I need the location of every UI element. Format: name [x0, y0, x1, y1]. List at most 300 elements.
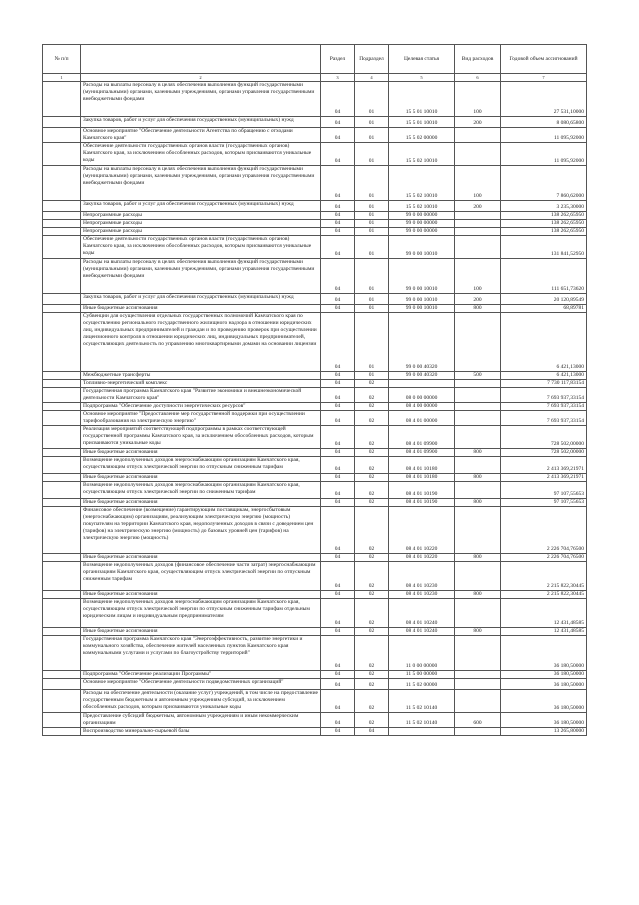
- table-row: [43, 449, 587, 457]
- target-article-cell: 15 5 01 10010: [389, 82, 455, 117]
- target-article-cell: 08 4 01 10230: [389, 591, 455, 599]
- razdel-cell: 04: [321, 82, 355, 117]
- row-name-cell: Топливно-энергетический комплекс: [81, 380, 321, 388]
- razdel-cell: 04: [321, 671, 355, 679]
- amount-cell: 36 180,50000: [501, 671, 587, 679]
- amount-cell: 27 531,10000: [501, 82, 587, 117]
- table-row: [43, 728, 587, 736]
- amount-cell: 12 431,48585: [501, 599, 587, 628]
- row-number-cell: [43, 562, 81, 591]
- row-number-cell: [43, 636, 81, 671]
- row-name-cell: Иные бюджетные ассигнования: [81, 449, 321, 457]
- target-article-cell: 08 4 01 10240: [389, 628, 455, 636]
- razdel-cell: 04: [321, 628, 355, 636]
- expense-type-cell: 800: [455, 591, 501, 599]
- row-number-cell: [43, 166, 81, 201]
- podrazdel-cell: 02: [355, 507, 389, 554]
- column-number: 2: [81, 74, 321, 82]
- target-article-cell: 11 5 00 00000: [389, 671, 455, 679]
- row-number-cell: [43, 474, 81, 482]
- amount-cell: 7 730 117,83154: [501, 380, 587, 388]
- expense-type-cell: 200: [455, 201, 501, 212]
- amount-cell: 13 265,80000: [501, 728, 587, 736]
- expense-type-cell: [455, 636, 501, 671]
- amount-cell: 36 180,50000: [501, 636, 587, 671]
- table-row: [43, 313, 587, 372]
- row-number-cell: [43, 294, 81, 305]
- header-cell: Годовой объем ассигнований: [501, 45, 587, 74]
- expense-type-cell: [455, 143, 501, 166]
- amount-cell: 97 107,55653: [501, 482, 587, 499]
- amount-cell: 36 180,50000: [501, 690, 587, 713]
- amount-cell: 11 095,92000: [501, 128, 587, 143]
- target-article-cell: [389, 728, 455, 736]
- target-article-cell: 99 0 00 10010: [389, 305, 455, 313]
- row-name-cell: Основное мероприятие "Обеспечение деятельности подведомственных организаций": [81, 679, 321, 690]
- table-row: [43, 679, 587, 690]
- podrazdel-cell: 02: [355, 411, 389, 426]
- amount-cell: 11 095,92000: [501, 143, 587, 166]
- podrazdel-cell: 01: [355, 128, 389, 143]
- row-number-cell: [43, 212, 81, 220]
- table-body: [43, 82, 587, 736]
- target-article-cell: 08 4 00 00000: [389, 403, 455, 411]
- target-article-cell: 08 4 01 10180: [389, 457, 455, 474]
- podrazdel-cell: 01: [355, 236, 389, 259]
- amount-cell: 7 693 937,33154: [501, 403, 587, 411]
- target-article-cell: 08 4 01 00000: [389, 411, 455, 426]
- expense-type-cell: [455, 128, 501, 143]
- amount-cell: 20 120,89549: [501, 294, 587, 305]
- table-row: [43, 474, 587, 482]
- target-article-cell: 99 0 00 40320: [389, 313, 455, 372]
- row-name-cell: Иные бюджетные ассигнования: [81, 628, 321, 636]
- expense-type-cell: [455, 313, 501, 372]
- row-number-cell: [43, 671, 81, 679]
- row-number-cell: [43, 690, 81, 713]
- podrazdel-cell: 04: [355, 728, 389, 736]
- razdel-cell: 04: [321, 713, 355, 728]
- podrazdel-cell: 02: [355, 449, 389, 457]
- podrazdel-cell: 01: [355, 305, 389, 313]
- expense-type-cell: 100: [455, 166, 501, 201]
- amount-cell: 138 262,65950: [501, 220, 587, 228]
- table-row: [43, 499, 587, 507]
- expense-type-cell: 500: [455, 372, 501, 380]
- column-number: 5: [389, 74, 455, 82]
- podrazdel-cell: 01: [355, 372, 389, 380]
- target-article-cell: 11 5 02 10140: [389, 690, 455, 713]
- razdel-cell: 04: [321, 228, 355, 236]
- row-name-cell: Возмещение недополученных доходов энергоснабжающим организациям Камчатского края, осуществляющим отпуск электрической энергии по отпускным сниженным тарифам: [81, 457, 321, 474]
- podrazdel-cell: 02: [355, 380, 389, 388]
- budget-table: [42, 44, 587, 736]
- podrazdel-cell: 02: [355, 591, 389, 599]
- row-number-cell: [43, 372, 81, 380]
- table-row: [43, 562, 587, 591]
- podrazdel-cell: 02: [355, 554, 389, 562]
- podrazdel-cell: 01: [355, 212, 389, 220]
- razdel-cell: 04: [321, 128, 355, 143]
- target-article-cell: 08 4 01 10220: [389, 554, 455, 562]
- razdel-cell: 04: [321, 679, 355, 690]
- row-number-cell: [43, 411, 81, 426]
- target-article-cell: 99 0 00 00000: [389, 212, 455, 220]
- column-number: 7: [501, 74, 587, 82]
- razdel-cell: 04: [321, 507, 355, 554]
- expense-type-cell: [455, 220, 501, 228]
- expense-type-cell: [455, 403, 501, 411]
- amount-cell: 2 226 704,76500: [501, 507, 587, 554]
- razdel-cell: 04: [321, 599, 355, 628]
- table-row: [43, 372, 587, 380]
- row-name-cell: Возмещение недополученных доходов энергоснабжающим организациям Камчатского края, осуществляющим отпуск электрической энергии по сниженным тарифам: [81, 482, 321, 499]
- row-number-cell: [43, 143, 81, 166]
- row-name-cell: Иные бюджетные ассигнования: [81, 499, 321, 507]
- razdel-cell: 04: [321, 426, 355, 449]
- razdel-cell: 04: [321, 554, 355, 562]
- row-name-cell: Основное мероприятие "Предоставление мер государственной поддержки при осуществлении тарифообразования на электрическую энергию": [81, 411, 321, 426]
- razdel-cell: 04: [321, 220, 355, 228]
- table-row: [43, 591, 587, 599]
- amount-cell: 36 180,50000: [501, 679, 587, 690]
- header-cell: Вид расходов: [455, 45, 501, 74]
- target-article-cell: 99 0 00 10010: [389, 259, 455, 294]
- expense-type-cell: [455, 411, 501, 426]
- row-number-cell: [43, 482, 81, 499]
- podrazdel-cell: 02: [355, 474, 389, 482]
- row-number-cell: [43, 403, 81, 411]
- table-row: [43, 482, 587, 499]
- table-row: [43, 220, 587, 228]
- podrazdel-cell: 01: [355, 313, 389, 372]
- expense-type-cell: [455, 212, 501, 220]
- row-number-cell: [43, 236, 81, 259]
- target-article-cell: 15 5 02 00000: [389, 128, 455, 143]
- row-number-cell: [43, 426, 81, 449]
- table-row: [43, 628, 587, 636]
- amount-cell: 3 235,30000: [501, 201, 587, 212]
- target-article-cell: 08 4 01 10180: [389, 474, 455, 482]
- amount-cell: 36 180,50000: [501, 713, 587, 728]
- table-row: [43, 671, 587, 679]
- header-row: [43, 45, 587, 74]
- row-number-cell: [43, 201, 81, 212]
- razdel-cell: 04: [321, 403, 355, 411]
- amount-cell: 7 693 937,33154: [501, 411, 587, 426]
- table-row: [43, 212, 587, 220]
- table-row: [43, 713, 587, 728]
- column-number: 1: [43, 74, 81, 82]
- podrazdel-cell: 01: [355, 117, 389, 128]
- row-name-cell: Межбюджетные трансферты: [81, 372, 321, 380]
- amount-cell: 138 262,65950: [501, 212, 587, 220]
- expense-type-cell: [455, 562, 501, 591]
- podrazdel-cell: 02: [355, 599, 389, 628]
- amount-cell: 12 431,48585: [501, 628, 587, 636]
- table-row: [43, 380, 587, 388]
- row-name-cell: Государственная программа Камчатского края "Энергоэффективность, развитие энергетики и коммунального хозяйства, обеспечение жителей населенных пунктов Камчатского края коммунальными услугами и услугами по благоустройству территорий": [81, 636, 321, 671]
- podrazdel-cell: 01: [355, 201, 389, 212]
- header-cell: № п/п: [43, 45, 81, 74]
- target-article-cell: 99 0 00 40320: [389, 372, 455, 380]
- expense-type-cell: 800: [455, 449, 501, 457]
- header-cell: Целевая статья: [389, 45, 455, 74]
- amount-cell: 6 421,13000: [501, 372, 587, 380]
- razdel-cell: 04: [321, 259, 355, 294]
- budget-table-sheet: [42, 44, 586, 736]
- column-number: 4: [355, 74, 389, 82]
- razdel-cell: 04: [321, 372, 355, 380]
- row-number-cell: [43, 599, 81, 628]
- target-article-cell: 99 0 00 00000: [389, 220, 455, 228]
- target-article-cell: [389, 380, 455, 388]
- podrazdel-cell: 02: [355, 671, 389, 679]
- table-row: [43, 201, 587, 212]
- table-row: [43, 166, 587, 201]
- podrazdel-cell: 01: [355, 166, 389, 201]
- amount-cell: 7 860,62000: [501, 166, 587, 201]
- amount-cell: 6 421,13000: [501, 313, 587, 372]
- podrazdel-cell: 02: [355, 426, 389, 449]
- amount-cell: 97 107,55653: [501, 499, 587, 507]
- table-row: [43, 403, 587, 411]
- podrazdel-cell: 01: [355, 220, 389, 228]
- target-article-cell: 15 5 02 10010: [389, 143, 455, 166]
- expense-type-cell: [455, 380, 501, 388]
- table-row: [43, 82, 587, 117]
- target-article-cell: 15 5 02 10010: [389, 166, 455, 201]
- target-article-cell: 99 0 00 00000: [389, 228, 455, 236]
- razdel-cell: 04: [321, 482, 355, 499]
- razdel-cell: 04: [321, 474, 355, 482]
- target-article-cell: 15 5 01 10010: [389, 117, 455, 128]
- amount-cell: 728 502,00000: [501, 449, 587, 457]
- razdel-cell: 04: [321, 294, 355, 305]
- amount-cell: 7 693 937,33154: [501, 388, 587, 403]
- target-article-cell: 08 4 01 09900: [389, 426, 455, 449]
- row-number-cell: [43, 679, 81, 690]
- amount-cell: 2 413 369,21971: [501, 474, 587, 482]
- table-row: [43, 507, 587, 554]
- column-number: 6: [455, 74, 501, 82]
- target-article-cell: 11 5 02 10140: [389, 713, 455, 728]
- row-number-cell: [43, 305, 81, 313]
- podrazdel-cell: 02: [355, 403, 389, 411]
- amount-cell: 2 215 822,30445: [501, 591, 587, 599]
- row-number-cell: [43, 713, 81, 728]
- target-article-cell: 08 0 00 00000: [389, 388, 455, 403]
- table-row: [43, 457, 587, 474]
- expense-type-cell: [455, 426, 501, 449]
- podrazdel-cell: 02: [355, 562, 389, 591]
- row-number-cell: [43, 591, 81, 599]
- row-name-cell: Непрограммные расходы: [81, 228, 321, 236]
- razdel-cell: 04: [321, 411, 355, 426]
- podrazdel-cell: 01: [355, 259, 389, 294]
- header-cell: [81, 45, 321, 74]
- row-name-cell: Обеспечение деятельности государственных органов власти (государственных органов) Камчатского края, за исключением обособленных расходов, которым присваиваются уникальные коды: [81, 143, 321, 166]
- expense-type-cell: [455, 236, 501, 259]
- row-name-cell: Закупка товаров, работ и услуг для обеспечения государственных (муниципальных) нужд: [81, 294, 321, 305]
- row-number-cell: [43, 380, 81, 388]
- table-row: [43, 143, 587, 166]
- expense-type-cell: 800: [455, 499, 501, 507]
- row-number-cell: [43, 117, 81, 128]
- razdel-cell: 04: [321, 117, 355, 128]
- target-article-cell: 08 4 01 10190: [389, 499, 455, 507]
- amount-cell: 728 502,00000: [501, 426, 587, 449]
- amount-cell: 138 262,65950: [501, 228, 587, 236]
- amount-cell: 2 215 822,30445: [501, 562, 587, 591]
- header-cell: Раздел: [321, 45, 355, 74]
- row-name-cell: Реализация мероприятий соответствующей подпрограммы в рамках соответствующей государственной программы Камчатского края, за исключением обособленных расходов, которым присваиваются уникальные коды: [81, 426, 321, 449]
- row-name-cell: Финансовое обеспечение (возмещение) гарантирующим поставщикам, энергосбытовым (энергоснабжающим) организациям, реализующим электрическую энергию (мощность) покупателям на территории Камчатского края, недополученных доходов в связи с доведением цен (тарифов) на электрическую энергию (мощность) до базовых уровней цен (тарифов) на электрическую энергию (мощность): [81, 507, 321, 554]
- expense-type-cell: 200: [455, 117, 501, 128]
- column-number-row: [43, 74, 587, 82]
- razdel-cell: 04: [321, 449, 355, 457]
- razdel-cell: 04: [321, 388, 355, 403]
- row-number-cell: [43, 82, 81, 117]
- row-name-cell: Иные бюджетные ассигнования: [81, 591, 321, 599]
- expense-type-cell: [455, 679, 501, 690]
- row-name-cell: Подпрограмма "Обеспечение реализации Программы": [81, 671, 321, 679]
- row-number-cell: [43, 449, 81, 457]
- row-name-cell: Непрограммные расходы: [81, 220, 321, 228]
- table-row: [43, 426, 587, 449]
- expense-type-cell: 800: [455, 474, 501, 482]
- podrazdel-cell: 01: [355, 228, 389, 236]
- expense-type-cell: 100: [455, 82, 501, 117]
- table-row: [43, 554, 587, 562]
- table-row: [43, 411, 587, 426]
- expense-type-cell: [455, 690, 501, 713]
- table-row: [43, 117, 587, 128]
- table-row: [43, 305, 587, 313]
- row-name-cell: Государственная программа Камчатского края "Развитие экономики и внешнеэкономической деятельности Камчатского края": [81, 388, 321, 403]
- podrazdel-cell: 02: [355, 679, 389, 690]
- row-name-cell: Воспроизводство минерально-сырьевой базы: [81, 728, 321, 736]
- row-name-cell: Закупка товаров, работ и услуг для обеспечения государственных (муниципальных) нужд: [81, 201, 321, 212]
- razdel-cell: 04: [321, 201, 355, 212]
- expense-type-cell: 600: [455, 713, 501, 728]
- razdel-cell: 04: [321, 143, 355, 166]
- razdel-cell: 04: [321, 166, 355, 201]
- target-article-cell: 08 4 01 10230: [389, 562, 455, 591]
- expense-type-cell: 800: [455, 305, 501, 313]
- row-number-cell: [43, 259, 81, 294]
- expense-type-cell: [455, 507, 501, 554]
- podrazdel-cell: 02: [355, 713, 389, 728]
- row-name-cell: Субвенции для осуществления отдельных государственных полномочий Камчатского края по осуществлению регионального государственного жилищного надзора в отношении юридических лиц, индивидуальных предпринимателей и граждан и по проведению проверок при осуществлении лицензионного контроля в отношении юридических лиц, индивидуальных предпринимателей, осуществляющих деятельность по управлению многоквартирными домами на основании лицензии: [81, 313, 321, 372]
- row-name-cell: Иные бюджетные ассигнования: [81, 554, 321, 562]
- row-name-cell: Подпрограмма "Обеспечение доступности энергетических ресурсов": [81, 403, 321, 411]
- target-article-cell: 08 4 01 10190: [389, 482, 455, 499]
- target-article-cell: 99 0 00 10010: [389, 236, 455, 259]
- amount-cell: 111 651,73620: [501, 259, 587, 294]
- target-article-cell: 11 0 00 00000: [389, 636, 455, 671]
- amount-cell: 8 080,65800: [501, 117, 587, 128]
- table-row: [43, 236, 587, 259]
- podrazdel-cell: 02: [355, 482, 389, 499]
- podrazdel-cell: 02: [355, 628, 389, 636]
- row-number-cell: [43, 554, 81, 562]
- podrazdel-cell: 01: [355, 82, 389, 117]
- amount-cell: 2 226 704,76500: [501, 554, 587, 562]
- podrazdel-cell: 02: [355, 690, 389, 713]
- row-name-cell: Иные бюджетные ассигнования: [81, 305, 321, 313]
- expense-type-cell: [455, 671, 501, 679]
- row-number-cell: [43, 499, 81, 507]
- razdel-cell: 04: [321, 591, 355, 599]
- table-row: [43, 228, 587, 236]
- row-name-cell: Возмещение недополученных доходов энергоснабжающим организациям Камчатского края, осуществляющим отпуск электрической энергии по отпускным сниженным тарифам отдельным юридическим лицам и индивидуальным предпринимателям: [81, 599, 321, 628]
- table-row: [43, 599, 587, 628]
- expense-type-cell: [455, 228, 501, 236]
- podrazdel-cell: 01: [355, 294, 389, 305]
- row-number-cell: [43, 457, 81, 474]
- expense-type-cell: 800: [455, 628, 501, 636]
- row-name-cell: Расходы на выплаты персоналу в целях обеспечения выполнения функций государственными (муниципальными) органами, казенными учреждениями, органами управления государственными внебюджетными фондами: [81, 166, 321, 201]
- podrazdel-cell: 02: [355, 388, 389, 403]
- expense-type-cell: [455, 457, 501, 474]
- podrazdel-cell: 02: [355, 499, 389, 507]
- podrazdel-cell: 02: [355, 636, 389, 671]
- expense-type-cell: 200: [455, 294, 501, 305]
- razdel-cell: 04: [321, 313, 355, 372]
- podrazdel-cell: 01: [355, 143, 389, 166]
- row-number-cell: [43, 728, 81, 736]
- row-number-cell: [43, 507, 81, 554]
- razdel-cell: 04: [321, 562, 355, 591]
- table-row: [43, 294, 587, 305]
- row-number-cell: [43, 313, 81, 372]
- amount-cell: 68,89781: [501, 305, 587, 313]
- row-number-cell: [43, 220, 81, 228]
- target-article-cell: 11 5 02 00000: [389, 679, 455, 690]
- row-name-cell: Расходы на выплаты персоналу в целях обеспечения выполнения функций государственными (муниципальными) органами, казенными учреждениями, органами управления государственными внебюджетными фондами: [81, 82, 321, 117]
- expense-type-cell: 800: [455, 554, 501, 562]
- row-name-cell: Обеспечение деятельности государственных органов власти (государственных органов) Камчатского края, за исключением обособленных расходов, которым присваиваются уникальные коды: [81, 236, 321, 259]
- razdel-cell: 04: [321, 212, 355, 220]
- row-name-cell: Иные бюджетные ассигнования: [81, 474, 321, 482]
- target-article-cell: 99 0 00 10010: [389, 294, 455, 305]
- podrazdel-cell: 02: [355, 457, 389, 474]
- table-row: [43, 128, 587, 143]
- table-row: [43, 690, 587, 713]
- razdel-cell: 04: [321, 457, 355, 474]
- header-cell: Подраздел: [355, 45, 389, 74]
- row-name-cell: Возмещение недополученных доходов (финансовое обеспечение части затрат) энергоснабжающим организациям Камчатского края, осуществляющим отпуск электрической энергии по отпускным сниженным тарифам: [81, 562, 321, 591]
- row-number-cell: [43, 388, 81, 403]
- row-name-cell: Непрограммные расходы: [81, 212, 321, 220]
- razdel-cell: 04: [321, 728, 355, 736]
- expense-type-cell: [455, 728, 501, 736]
- row-name-cell: Расходы на обеспечение деятельности (оказание услуг) учреждений, в том числе на предоставление государственным бюджетным и автономным учреждениям субсидий, за исключением обособленных расходов, которым присваиваются уникальные коды: [81, 690, 321, 713]
- table-row: [43, 636, 587, 671]
- table-row: [43, 259, 587, 294]
- razdel-cell: 04: [321, 499, 355, 507]
- razdel-cell: 04: [321, 380, 355, 388]
- row-name-cell: Предоставление субсидий бюджетным, автономным учреждениям и иным некоммерческим организациям: [81, 713, 321, 728]
- expense-type-cell: [455, 482, 501, 499]
- table-row: [43, 388, 587, 403]
- target-article-cell: 08 4 01 10220: [389, 507, 455, 554]
- row-name-cell: Основное мероприятие "Обеспечение деятельности Агентства по обращению с отходами Камчатского края": [81, 128, 321, 143]
- amount-cell: 2 413 369,21971: [501, 457, 587, 474]
- column-number: 3: [321, 74, 355, 82]
- expense-type-cell: [455, 599, 501, 628]
